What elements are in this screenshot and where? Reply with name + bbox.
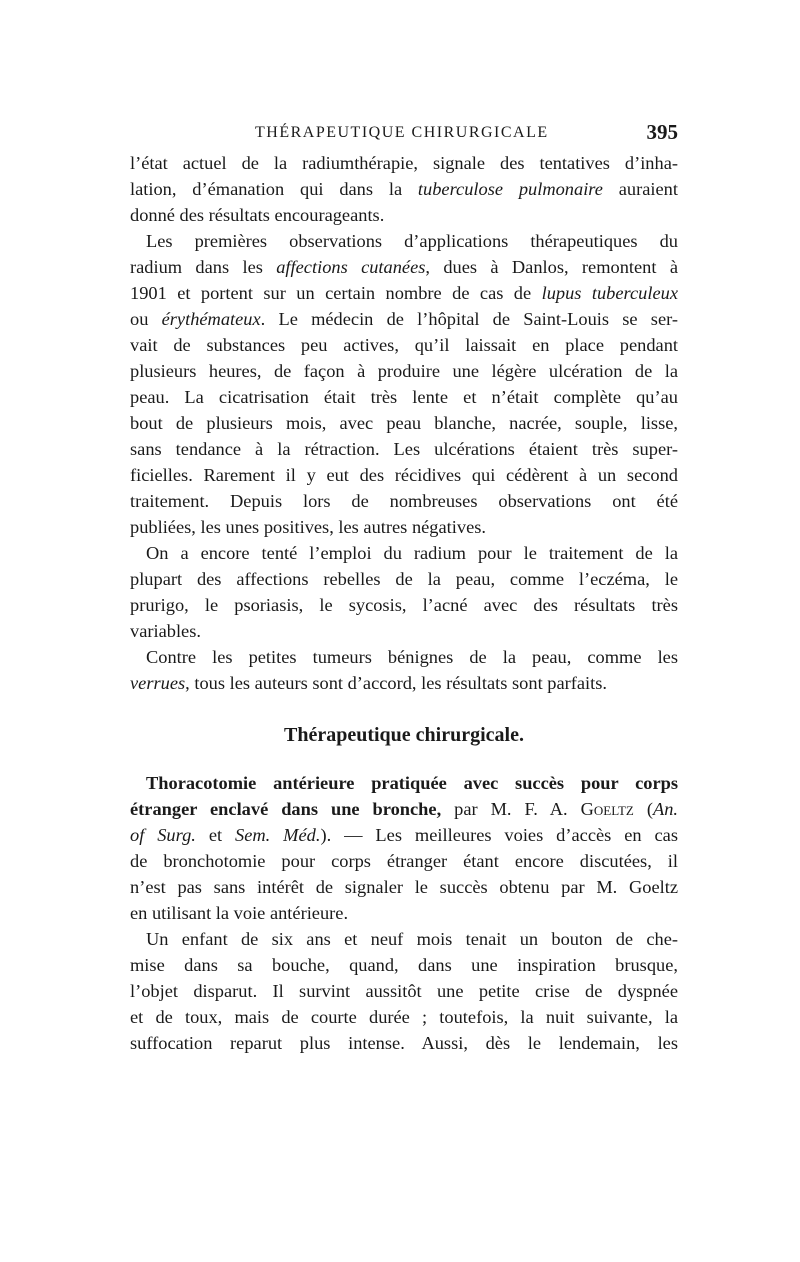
text-line: On a encore tenté l’emploi du radium pour le traitement de la xyxy=(146,543,678,563)
text-line: sans tendance à la rétraction. Les ulcérations étaient très super- xyxy=(130,439,678,459)
text-line: ficielles. Rarement il y eut des récidives qui cédèrent à un second xyxy=(130,465,678,485)
page-number: 395 xyxy=(646,120,678,144)
text-line: publiées, les unes positives, les autres négatives. xyxy=(130,517,486,537)
text-line: l’état actuel de la radiumthérapie, signale des tentatives d’inha- xyxy=(130,153,678,173)
text-line: lation, d’émanation qui dans la tuberculose pulmonaire auraient xyxy=(130,179,678,199)
text-line: peau. La cicatrisation était très lente et n’était complète qu’au xyxy=(130,387,678,407)
text-line: plupart des affections rebelles de la peau, comme l’eczéma, le xyxy=(130,569,678,589)
section-title: Thérapeutique chirurgicale. xyxy=(284,724,524,746)
text-line: of Surg. et Sem. Méd.). — Les meilleures voies d’accès en cas xyxy=(130,825,678,845)
text-line: et de toux, mais de courte durée ; toutefois, la nuit suivante, la xyxy=(130,1007,678,1027)
text-line: Un enfant de six ans et neuf mois tenait un bouton de che- xyxy=(146,929,678,949)
text-line: variables. xyxy=(130,621,201,641)
text-line: en utilisant la voie antérieure. xyxy=(130,903,349,923)
text-line: vait de substances peu actives, qu’il laissait en place pendant xyxy=(130,335,678,355)
text-line: traitement. Depuis lors de nombreuses observations ont été xyxy=(130,491,678,511)
text-line: donné des résultats encourageants. xyxy=(130,205,385,225)
text-line: Contre les petites tumeurs bénignes de la peau, comme les xyxy=(146,647,678,667)
text-line: plusieurs heures, de façon à produire une légère ulcération de la xyxy=(130,361,678,381)
text-line: prurigo, le psoriasis, le sycosis, l’acné avec des résultats très xyxy=(130,595,678,615)
text-line: Thoracotomie antérieure pratiquée avec succès pour corps xyxy=(146,773,678,793)
text-line: suffocation reparut plus intense. Aussi, dès le lendemain, les xyxy=(130,1033,678,1053)
text-line: mise dans sa bouche, quand, dans une inspiration brusque, xyxy=(130,955,678,975)
text-line: n’est pas sans intérêt de signaler le succès obtenu par M. Goeltz xyxy=(130,877,678,897)
text-line: l’objet disparut. Il survint aussitôt une petite crise de dyspnée xyxy=(130,981,678,1001)
page-body xyxy=(130,150,678,1056)
text-line: bout de plusieurs mois, avec peau blanche, nacrée, souple, lisse, xyxy=(130,413,678,433)
text-line: verrues, tous les auteurs sont d’accord, les résultats sont parfaits. xyxy=(130,673,608,693)
running-title: THÉRAPEUTIQUE CHIRURGICALE xyxy=(255,124,549,141)
text-line: de bronchotomie pour corps étranger étant encore discutées, il xyxy=(130,851,678,871)
text-line: étranger enclavé dans une bronche, par M. F. A. Goeltz (An. xyxy=(130,799,678,819)
text-line: ou érythémateux. Le médecin de l’hôpital de Saint-Louis se ser- xyxy=(130,309,678,329)
text-line: Les premières observations d’applications thérapeutiques du xyxy=(146,231,678,251)
text-line: radium dans les affections cutanées, dues à Danlos, remontent à xyxy=(130,257,678,277)
running-header xyxy=(130,120,678,150)
text-line: 1901 et portent sur un certain nombre de cas de lupus tuberculeux xyxy=(130,283,678,303)
